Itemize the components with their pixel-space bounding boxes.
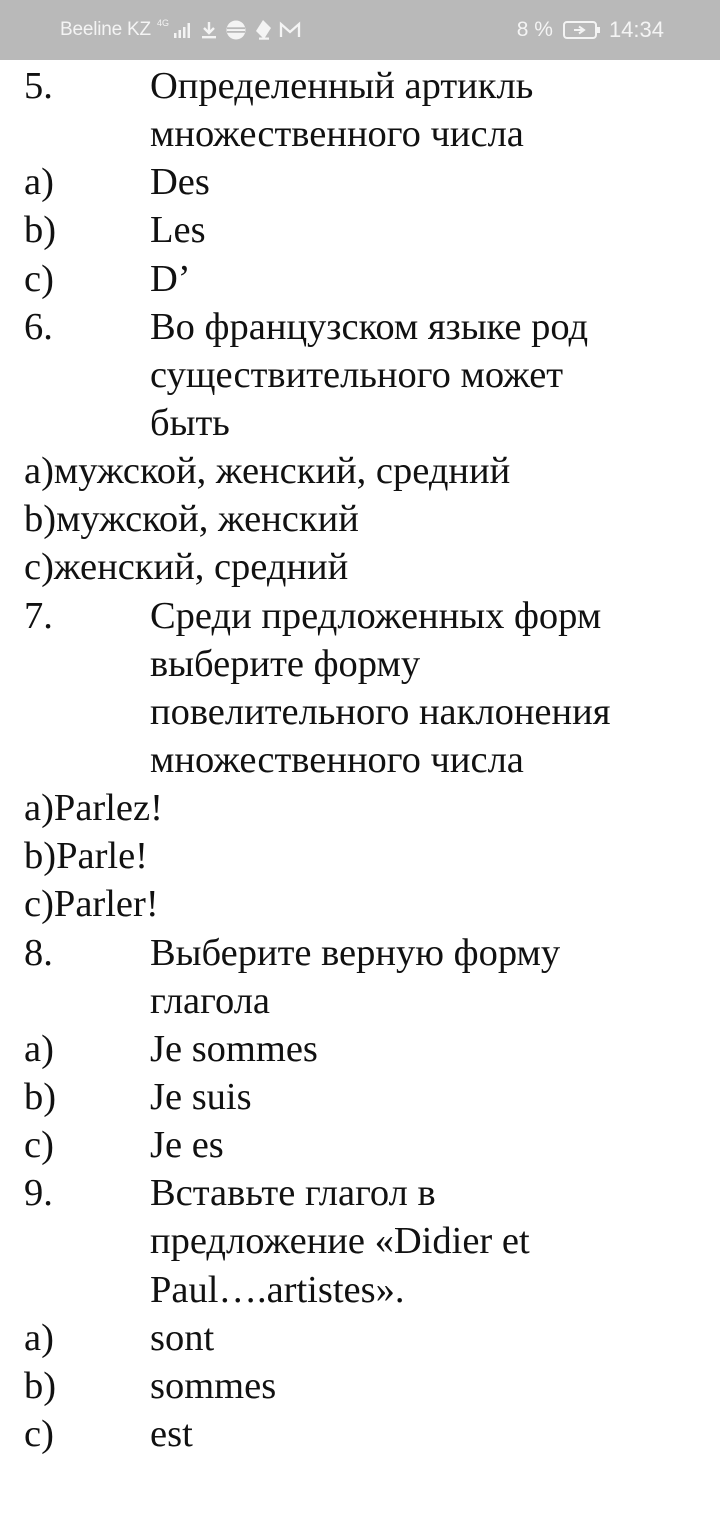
question-text: Определенный артикль <box>150 65 534 107</box>
option-marker: a) <box>24 1316 54 1359</box>
option-text: b)мужской, женский <box>24 498 359 541</box>
option-text: Des <box>150 161 210 204</box>
question-number: 9. <box>24 1172 53 1215</box>
document-body <box>0 62 720 1458</box>
question-6-title <box>0 303 720 351</box>
question-9-option-c <box>0 1410 720 1458</box>
question-6-option-b <box>0 495 720 543</box>
question-8-option-c <box>0 1121 720 1169</box>
question-6-option-c <box>0 543 720 591</box>
question-5-option-c <box>0 255 720 303</box>
question-number: 7. <box>24 594 53 637</box>
battery-charging-icon <box>563 20 601 40</box>
option-text: Je es <box>150 1124 224 1167</box>
option-marker: b) <box>24 209 57 252</box>
question-number: 6. <box>24 305 53 348</box>
option-text: a)Parlez! <box>24 787 163 830</box>
question-5-option-b <box>0 206 720 254</box>
question-5-title <box>0 62 720 110</box>
option-marker: c) <box>24 1124 54 1167</box>
question-text: глагола <box>150 979 271 1022</box>
download-icon <box>199 20 219 40</box>
question-7-option-b <box>0 832 720 880</box>
question-text: Среди предложенных форм <box>150 594 602 637</box>
question-7-title-continued <box>0 736 720 784</box>
option-marker: a) <box>24 1027 54 1070</box>
option-text: Les <box>150 209 206 252</box>
option-text: Je suis <box>150 1075 252 1118</box>
question-7-option-c <box>0 880 720 928</box>
question-7-option-a <box>0 784 720 832</box>
question-text: Выберите верную форму <box>150 931 561 974</box>
option-text: b)Parle! <box>24 835 148 878</box>
question-number: 5. <box>24 65 53 107</box>
option-text: a)мужской, женский, средний <box>24 450 511 493</box>
question-6-title-continued <box>0 399 720 447</box>
question-text: выберите форму <box>150 642 421 685</box>
question-8-title-continued <box>0 977 720 1025</box>
question-6-option-a <box>0 447 720 495</box>
question-text: существительного может <box>150 353 564 396</box>
question-8-title <box>0 929 720 977</box>
option-text: sont <box>150 1316 215 1359</box>
option-text: c)женский, средний <box>24 546 349 589</box>
signal-icon <box>173 21 193 39</box>
battery-percent: 8 % <box>516 18 553 41</box>
option-text: c)Parler! <box>24 883 159 926</box>
question-9-option-b <box>0 1362 720 1410</box>
status-bar-left <box>60 0 301 60</box>
question-text: множественного числа <box>150 738 524 781</box>
option-text: est <box>150 1412 193 1455</box>
question-5-option-a <box>0 158 720 206</box>
question-7-title-continued <box>0 640 720 688</box>
question-7-title-continued <box>0 688 720 736</box>
question-text: повелительного наклонения <box>150 690 611 733</box>
question-5-title-continued <box>0 110 720 158</box>
tag-icon <box>253 19 273 41</box>
sync-icon <box>225 19 247 41</box>
question-7-title <box>0 592 720 640</box>
question-8-option-a <box>0 1025 720 1073</box>
network-type: 4G <box>156 17 169 28</box>
question-9-title-continued <box>0 1217 720 1265</box>
mail-icon <box>279 21 301 39</box>
question-text: Paul….artistes». <box>150 1268 405 1311</box>
option-marker: b) <box>24 1075 57 1118</box>
question-text: множественного числа <box>150 113 524 156</box>
question-number: 8. <box>24 931 53 974</box>
option-marker: c) <box>24 257 54 300</box>
option-text: sommes <box>150 1364 277 1407</box>
option-marker: b) <box>24 1364 57 1407</box>
option-text: Je sommes <box>150 1027 318 1070</box>
question-6-title-continued <box>0 351 720 399</box>
status-bar <box>0 0 720 60</box>
question-9-title <box>0 1169 720 1217</box>
question-8-option-b <box>0 1073 720 1121</box>
option-text: D’ <box>150 257 191 300</box>
status-bar-right <box>517 0 664 60</box>
option-marker: a) <box>24 161 54 204</box>
question-text: быть <box>150 401 230 444</box>
option-marker: c) <box>24 1412 54 1455</box>
question-text: Вставьте глагол в <box>150 1172 436 1215</box>
carrier-name: Beeline KZ <box>60 19 151 40</box>
question-9-title-continued <box>0 1266 720 1314</box>
question-9-option-a <box>0 1314 720 1362</box>
question-text: Во французском языке род <box>150 305 589 348</box>
question-text: предложение «Didier et <box>150 1220 530 1263</box>
clock: 14:34 <box>608 17 664 42</box>
